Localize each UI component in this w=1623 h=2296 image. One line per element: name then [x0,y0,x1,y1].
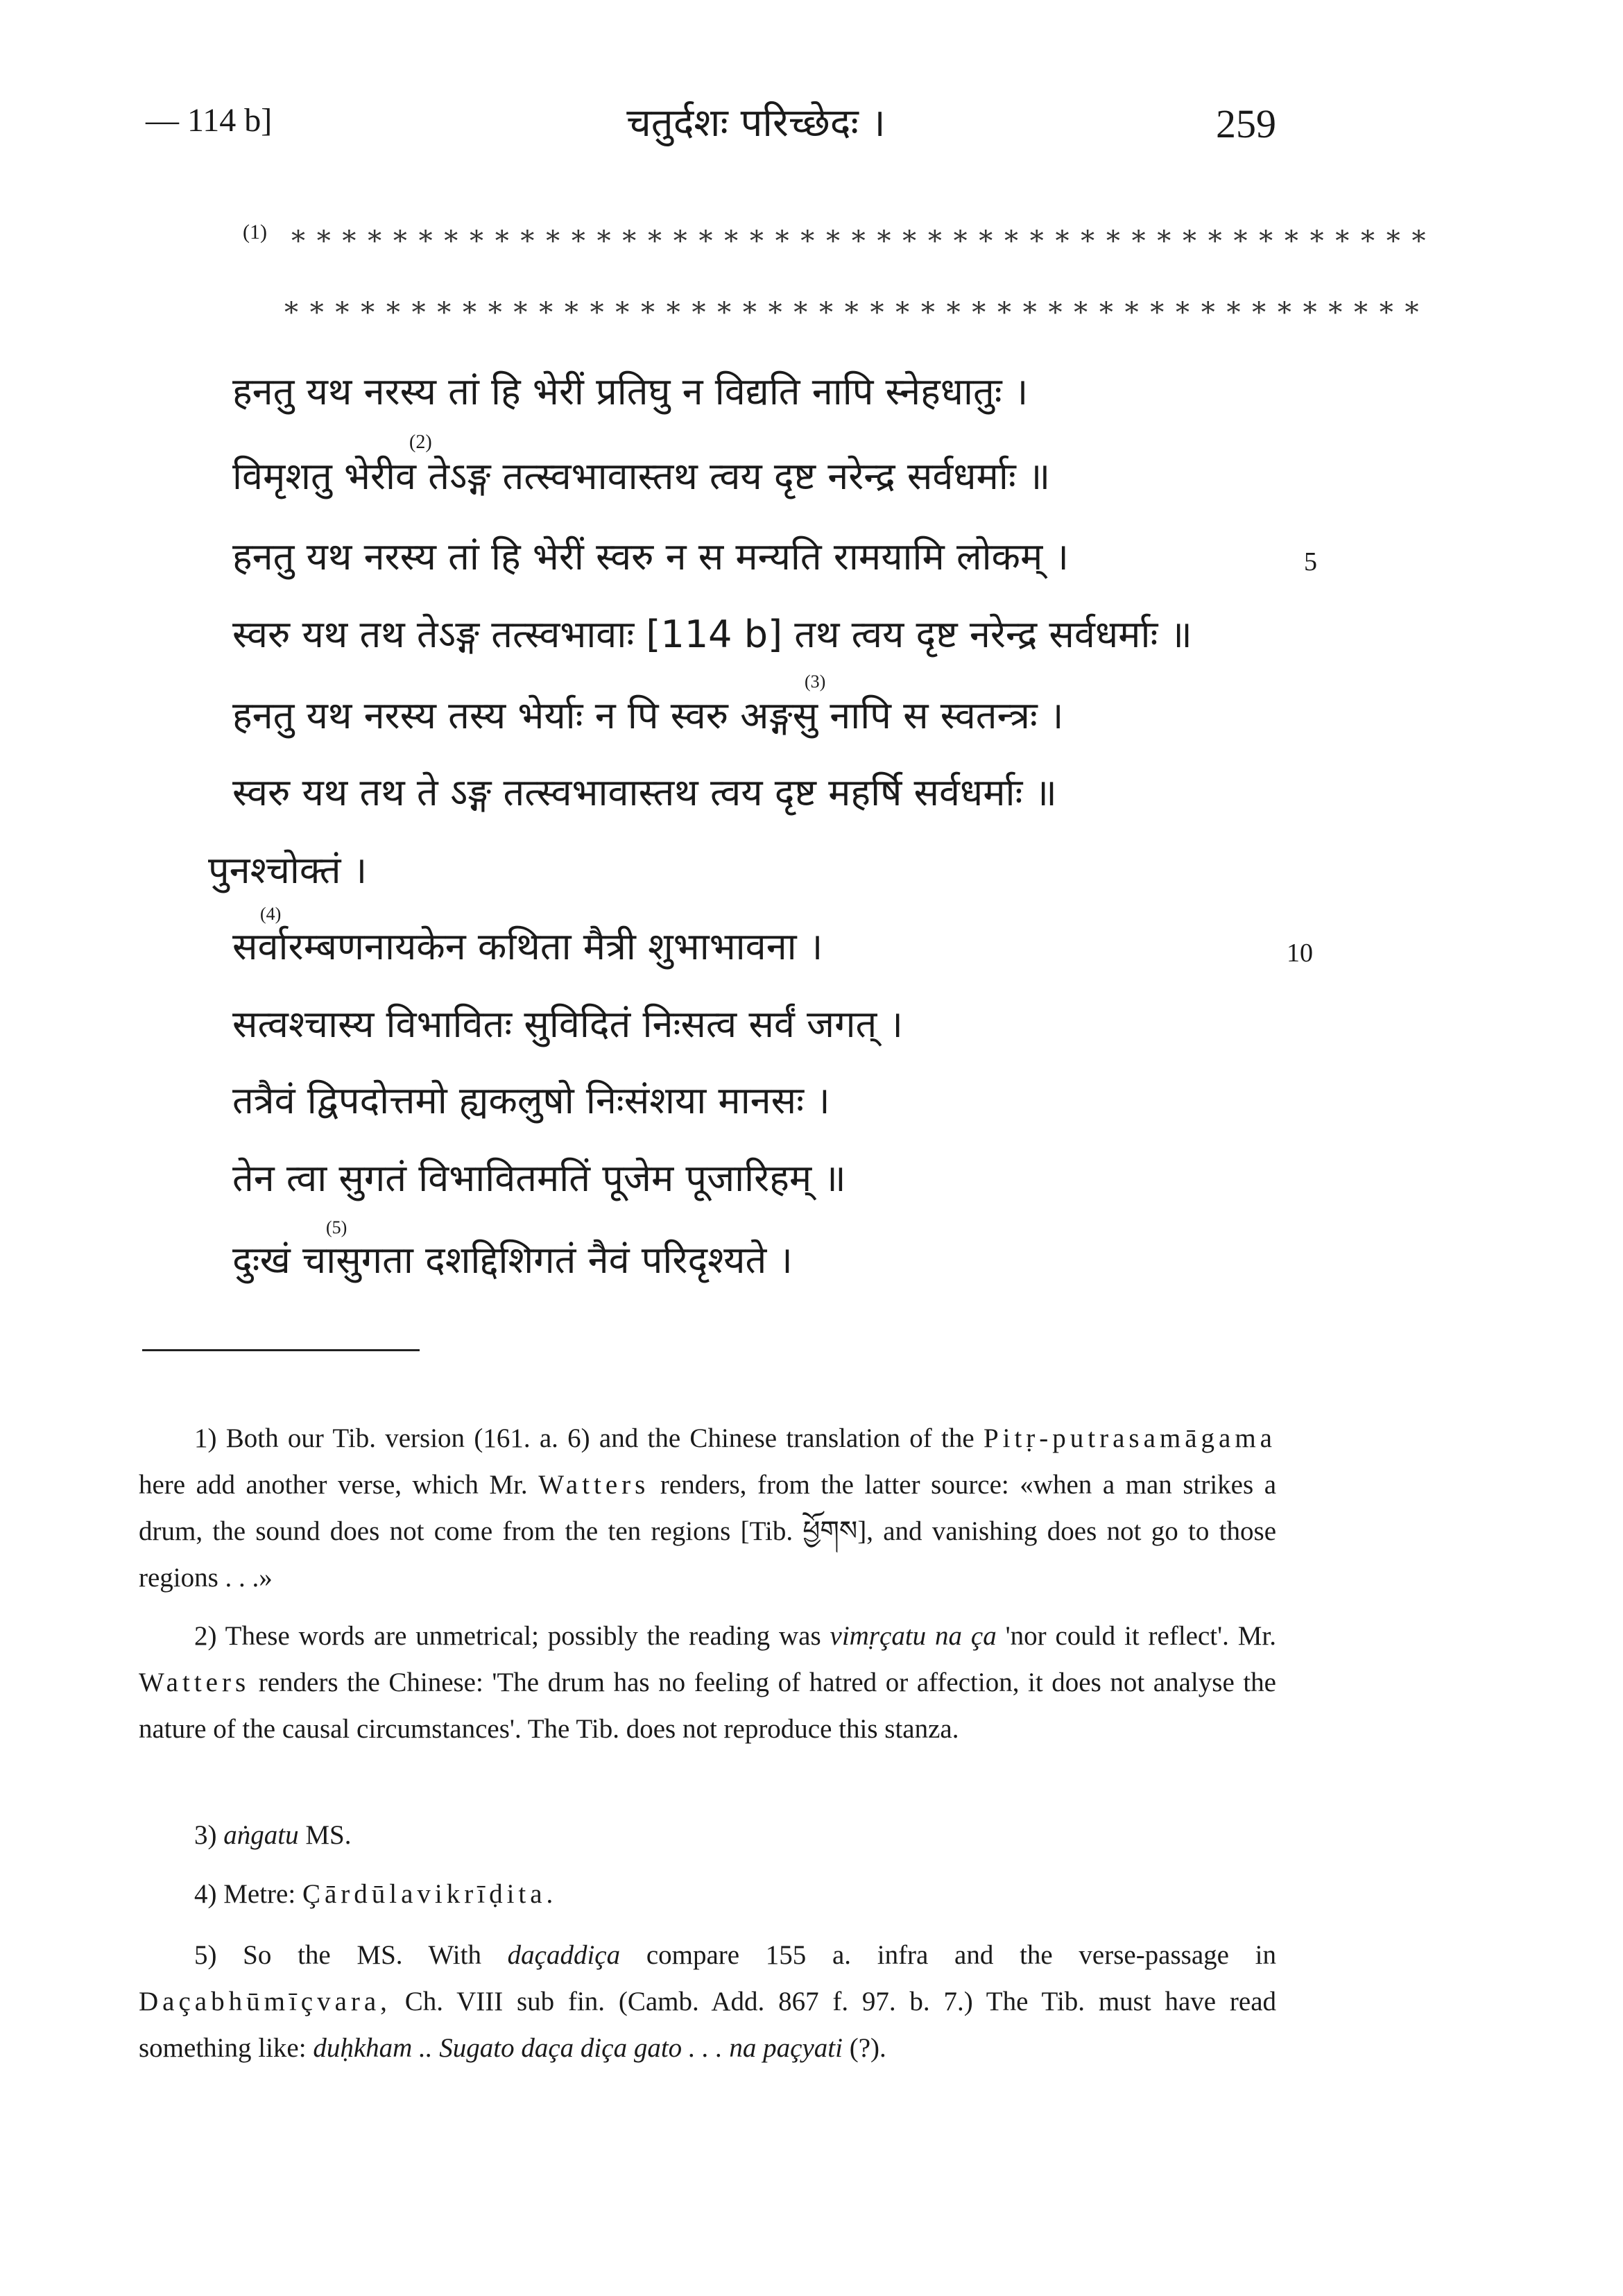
footnote-5-text-a: 5) So the MS. With [194,1940,481,1970]
footnote-divider [142,1349,420,1351]
verse-line-6: स्वरु यथ तथ ते ऽङ्ग तत्स्वभावास्तथ त्वय दृष्ट महर्षि सर्वधर्माः ॥ [232,771,1057,814]
verse-line-3: हनतु यथ नरस्य तां हि भेरीं स्वरु न स मन्यति रामयामि लोकम् । [232,535,1069,579]
chapter-title: चतुर्दशः परिच्छेदः । [626,101,886,146]
footnote-5-text-b: compare 155 a. infra and the verse-passage in [646,1940,1277,1970]
footnote-3-text: MS. [305,1820,352,1850]
lacuna-asterisks-2: * * * * * * * * * * * * * * * * * * * * * * * * * * * * * * * * * * * * * * * * * * * * * [284,297,1420,329]
running-head-left: — 114 b] [146,102,273,139]
verse-line-8: सर्वारम्बणनायकेन कथिता मैत्री शुभाभावना । [232,925,823,968]
footnote-5-text-d: (?). [849,2033,886,2063]
verse-line-11: तेन त्वा सुगतं विभावितमतिं पूजेम पूजारिहम् ॥ [232,1156,846,1200]
footnote-5-work: Daçabhūmīçvara, [139,1987,391,2016]
footnote-1-text-c: renders, from the latter source: «when a man strikes a drum, the sound does not come from the ten regions [Tib. ཕྱོགས], and vanishing does not go to those regions . . .» [139,1470,1277,1593]
line-number-10: 10 [1287,939,1313,968]
footnote-1-title: Pitṛ-putrasamāgama [983,1423,1276,1453]
footnote-3-num: 3) [194,1820,217,1850]
page-number: 259 [1216,101,1276,146]
footnote-5-conjecture: duḥkham .. Sugato daça diça gato . . . na paçyati [313,2033,843,2063]
footnote-5 [139,1932,1276,2071]
lacuna-asterisks-1: * * * * * * * * * * * * * * * * * * * * * * * * * * * * * * * * * * * * * * * * * * * * * [291,225,1427,257]
verse-line-2: विमृशतु भेरीव तेऽङ्ग तत्स्वभावास्तथ त्वय दृष्ट नरेन्द्र सर्वधर्माः ॥ [232,454,1051,498]
footnote-2 [139,1613,1276,1752]
footnote-2-text-b: 'nor could it reflect'. Mr. [1005,1621,1277,1651]
footnote-3 [139,1812,1276,1858]
verse-line-7: पुनश्चोक्तं । [208,848,368,892]
verse-line-10: तत्रैवं द्विपदोत्तमो ह्यकलुषो निःसंशया मानसः । [232,1079,830,1122]
verse-line-12: दुःखं चासुगता दशद्दिशिगतं नैवं परिदृश्यते । [232,1238,793,1282]
footnote-1-text-b: here add another verse, which Mr. [139,1470,528,1500]
verse-line-1: हनतु यथ नरस्य तां हि भेरीं प्रतिघु न विद्यति नापि स्नेहधातुः । [232,370,1029,413]
verse-line-4: स्वरु यथ तथ तेऽङ्ग तत्स्वभावाः [114 b] तथ त्वय दृष्ट नरेन्द्र सर्वधर्माः ॥ [232,612,1192,656]
footnote-4-metre: Çārdūlavikrīḍita. [302,1879,558,1909]
footnote-2-reading: vimṛçatu na ça [830,1621,997,1651]
footnote-1-text-a: 1) Both our Tib. version (161. a. 6) and the Chinese translation of the [194,1423,974,1453]
footnote-4 [139,1871,1276,1917]
footnote-5-reading: daçaddiça [507,1940,621,1970]
verse-line-5: हनतु यथ नरस्य तस्य भेर्याः न पि स्वरु अङ्गसु नापि स स्वतन्त्रः । [232,694,1064,737]
footnote-3-reading: aṅgatu [223,1820,299,1850]
footnote-4-text: 4) Metre: [194,1879,296,1909]
footnote-marker-5: (5) [326,1217,347,1237]
footnote-2-text-c: renders the Chinese: 'The drum has no feeling of hatred or affection, it does not analyse the nature of the causal circumstances'. The Tib. does not reproduce this stanza. [139,1668,1276,1744]
footnote-2-text-a: 2) These words are unmetrical; possibly the reading was [194,1621,821,1651]
footnote-1-author: Watters [538,1470,650,1500]
footnote-marker-1: (1) [243,221,267,243]
verse-line-9: सत्वश्चास्य विभावितः सुविदितं निःसत्व सर्वं जगत् । [232,1002,903,1046]
footnote-5-text-c: Ch. VIII sub fin. (Camb. Add. 867 f. 97. b. 7.) The Tib. must have read something like: [139,1987,1277,2063]
footnote-marker-3: (3) [805,671,826,692]
footnote-1 [139,1415,1276,1601]
footnote-2-author: Watters [139,1668,250,1697]
footnote-marker-2: (2) [409,431,432,453]
footnote-marker-4: (4) [260,904,282,924]
line-number-5: 5 [1304,547,1317,576]
